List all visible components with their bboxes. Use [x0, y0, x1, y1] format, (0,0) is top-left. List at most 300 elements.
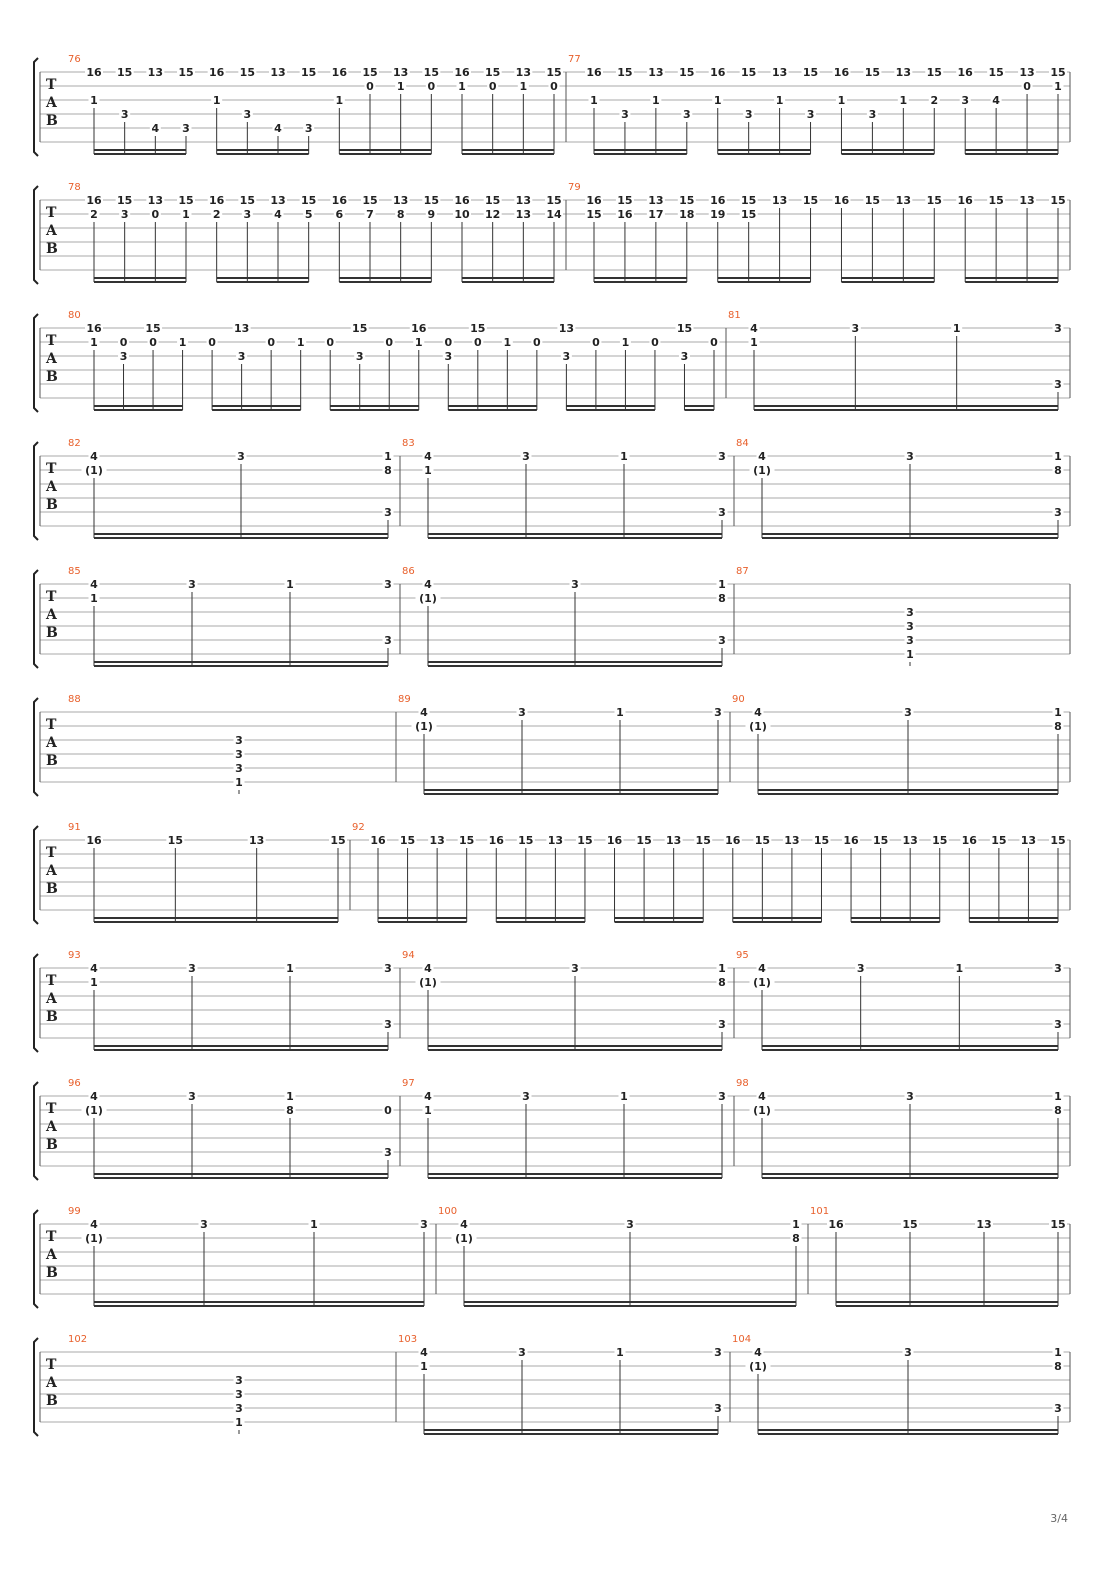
tab-clef-letter: A — [46, 1119, 57, 1135]
measure-number: 78 — [68, 182, 81, 193]
fret-number: 4 — [424, 962, 432, 975]
tab-clef-letter: B — [46, 753, 58, 769]
fret-number: 16 — [843, 834, 859, 847]
fret-number: 16 — [331, 66, 347, 79]
fret-number: 13 — [515, 194, 531, 207]
fret-number: 1 — [458, 80, 466, 93]
tab-clef-letter: T — [46, 461, 57, 477]
fret-number: (1) — [749, 1360, 767, 1373]
tab-clef-letter: T — [46, 333, 57, 349]
fret-number: 1 — [616, 1346, 624, 1359]
measure-number: 102 — [68, 1334, 88, 1345]
fret-number: 15 — [926, 66, 942, 79]
fret-number: 3 — [851, 322, 860, 335]
fret-number: 13 — [515, 66, 531, 79]
tab-clef-letter: T — [46, 717, 57, 733]
fret-number: 4 — [90, 450, 98, 463]
fret-number: 15 — [741, 66, 757, 79]
fret-number: 13 — [393, 194, 409, 207]
fret-number: 0 — [119, 336, 128, 349]
fret-number: 3 — [718, 634, 726, 647]
fret-number: 1 — [620, 1090, 628, 1103]
fret-number: 18 — [679, 208, 695, 221]
fret-number: 8 — [1054, 1360, 1062, 1373]
fret-number: 3 — [235, 1402, 243, 1415]
fret-number: 0 — [384, 1104, 392, 1117]
measure-number: 89 — [398, 694, 411, 705]
fret-number: 3 — [444, 350, 453, 363]
fret-number: 7 — [366, 208, 374, 221]
fret-number: 4 — [750, 322, 758, 335]
fret-number: 8 — [396, 208, 405, 221]
measure-number: 90 — [732, 694, 745, 705]
fret-number: 0 — [366, 80, 374, 93]
fret-number: 1 — [212, 94, 221, 107]
tab-clef-letter: T — [46, 1101, 57, 1117]
staff-system — [34, 54, 1070, 156]
fret-number: 1 — [286, 578, 294, 591]
fret-number: 3 — [120, 208, 129, 221]
fret-number: 0 — [533, 336, 541, 349]
fret-number: 16 — [961, 834, 977, 847]
fret-number: 13 — [249, 834, 265, 847]
fret-number: 6 — [335, 208, 344, 221]
tab-clef-letter: B — [46, 881, 58, 897]
fret-number: 1 — [178, 336, 187, 349]
fret-number: 3 — [235, 734, 243, 747]
fret-number: 3 — [200, 1218, 208, 1231]
tab-clef-letter: A — [46, 1247, 57, 1263]
fret-number: 16 — [617, 208, 633, 221]
fret-number: 4 — [754, 706, 762, 719]
fret-number: 15 — [1050, 834, 1066, 847]
fret-number: 16 — [710, 66, 726, 79]
fret-number: 16 — [411, 322, 427, 335]
tab-clef-letter: A — [46, 223, 57, 239]
fret-number: 15 — [485, 194, 501, 207]
fret-number: 15 — [864, 66, 881, 79]
measure-number: 100 — [438, 1206, 458, 1217]
fret-number: 1 — [620, 450, 628, 463]
measure-number: 101 — [810, 1206, 830, 1217]
fret-number: 1 — [1054, 706, 1062, 719]
fret-number: 15 — [145, 322, 161, 335]
fret-number: 3 — [1054, 378, 1062, 391]
fret-number: 15 — [117, 66, 133, 79]
fret-number: (1) — [753, 1104, 771, 1117]
tab-clef-letter: B — [46, 369, 58, 385]
fret-number: 15 — [1050, 66, 1066, 79]
fret-number: 1 — [1054, 80, 1062, 93]
fret-number: 16 — [586, 194, 602, 207]
fret-number: 0 — [488, 80, 497, 93]
fret-number: 1 — [424, 464, 432, 477]
fret-number: (1) — [85, 1232, 103, 1245]
fret-number: 15 — [546, 194, 562, 207]
fret-number: 13 — [784, 834, 800, 847]
fret-number: 0 — [550, 80, 558, 93]
staff-system — [34, 950, 1070, 1052]
fret-number: 1 — [590, 94, 598, 107]
fret-number: 8 — [1054, 464, 1062, 477]
tab-clef-letter: B — [46, 497, 58, 513]
fret-number: 3 — [235, 1374, 243, 1387]
tab-clef-letter: T — [46, 973, 57, 989]
fret-number: 15 — [178, 194, 194, 207]
fret-number: 1 — [713, 94, 722, 107]
staff-bracket — [34, 442, 38, 540]
fret-number: 4 — [754, 1346, 762, 1359]
fret-number: 16 — [86, 194, 102, 207]
staff-bracket — [34, 1210, 38, 1308]
staff-bracket — [34, 954, 38, 1052]
fret-number: 3 — [1054, 962, 1062, 975]
staff-system — [34, 438, 1070, 540]
fret-number: 3 — [1054, 506, 1062, 519]
fret-number: 16 — [828, 1218, 844, 1231]
fret-number: 2 — [212, 208, 221, 221]
fret-number: 4 — [460, 1218, 468, 1231]
fret-number: 16 — [209, 66, 225, 79]
fret-number: 3 — [906, 450, 914, 463]
measure-number: 103 — [398, 1334, 418, 1345]
fret-number: 3 — [120, 108, 129, 121]
fret-number: 16 — [209, 194, 225, 207]
fret-number: 15 — [423, 194, 439, 207]
fret-number: (1) — [455, 1232, 473, 1245]
fret-number: 16 — [86, 834, 102, 847]
staff-system — [34, 182, 1070, 284]
fret-number: 1 — [235, 1416, 243, 1429]
measure-number: 76 — [68, 54, 81, 65]
fret-number: 17 — [648, 208, 664, 221]
staff-bracket — [34, 58, 38, 156]
fret-number: 8 — [1054, 1104, 1062, 1117]
fret-number: 3 — [906, 620, 914, 633]
fret-number: 3 — [304, 122, 313, 135]
fret-number: 1 — [952, 322, 961, 335]
fret-number: 15 — [399, 834, 416, 847]
measure-number: 96 — [68, 1078, 81, 1089]
fret-number: 3 — [714, 1346, 722, 1359]
fret-number: 1 — [775, 94, 784, 107]
fret-number: 3 — [384, 578, 392, 591]
fret-number: 1 — [90, 94, 98, 107]
fret-number: 0 — [208, 336, 216, 349]
fret-number: 15 — [546, 66, 562, 79]
fret-number: 16 — [725, 834, 741, 847]
fret-number: 3 — [744, 108, 753, 121]
fret-number: 1 — [414, 336, 423, 349]
fret-number: 13 — [270, 66, 286, 79]
fret-number: 16 — [454, 194, 470, 207]
fret-number: 3 — [119, 350, 128, 363]
fret-number: 1 — [718, 578, 726, 591]
fret-number: 3 — [1054, 1018, 1062, 1031]
fret-number: 3 — [522, 1090, 530, 1103]
staff-system — [34, 1078, 1070, 1180]
fret-number: 14 — [546, 208, 562, 221]
fret-number: 3 — [680, 350, 689, 363]
fret-number: 3 — [235, 748, 243, 761]
fret-number: 1 — [296, 336, 305, 349]
fret-number: 15 — [117, 194, 133, 207]
fret-number: 3 — [906, 606, 914, 619]
measure-number: 84 — [736, 438, 749, 449]
fret-number: 4 — [90, 1218, 98, 1231]
fret-number: 0 — [444, 336, 453, 349]
fret-number: 1 — [750, 336, 758, 349]
staff-bracket — [34, 314, 38, 412]
fret-number: 4 — [992, 94, 1000, 107]
fret-number: 8 — [718, 976, 726, 989]
fret-number: 13 — [270, 194, 286, 207]
fret-number: 13 — [902, 834, 918, 847]
measure-number: 80 — [68, 310, 81, 321]
fret-number: 16 — [86, 66, 102, 79]
tab-clef-letter: T — [46, 589, 57, 605]
fret-number: 15 — [932, 834, 948, 847]
measure-number: 98 — [736, 1078, 749, 1089]
fret-number: 1 — [1054, 450, 1062, 463]
fret-number: 0 — [473, 336, 482, 349]
fret-number: 3 — [856, 962, 865, 975]
fret-number: 16 — [833, 194, 850, 207]
measure-number: 93 — [68, 950, 81, 961]
fret-number: 4 — [758, 1090, 766, 1103]
fret-number: 8 — [384, 464, 392, 477]
fret-number: 3 — [718, 450, 726, 463]
fret-number: 1 — [90, 592, 98, 605]
fret-number: 3 — [384, 1146, 392, 1159]
fret-number: 13 — [233, 322, 250, 335]
staff-system — [34, 566, 1070, 668]
fret-number: 1 — [519, 80, 528, 93]
fret-number: 1 — [1054, 1090, 1062, 1103]
tab-clef-letter: A — [46, 607, 57, 623]
tab-clef-letter: A — [46, 351, 57, 367]
fret-number: 3 — [237, 450, 245, 463]
measure-number: 91 — [68, 822, 81, 833]
fret-number: 15 — [239, 194, 255, 207]
fret-number: (1) — [415, 720, 433, 733]
fret-number: 8 — [718, 592, 726, 605]
fret-number: 15 — [754, 834, 771, 847]
fret-number: 1 — [384, 450, 392, 463]
fret-number: 16 — [86, 322, 102, 335]
tab-clef-letter: B — [46, 113, 58, 129]
fret-number: 15 — [301, 194, 317, 207]
fret-number: 15 — [741, 208, 757, 221]
fret-number: 1 — [420, 1360, 428, 1373]
fret-number: 16 — [957, 194, 973, 207]
fret-number: 3 — [522, 450, 530, 463]
fret-number: (1) — [753, 976, 771, 989]
fret-number: 15 — [1050, 194, 1066, 207]
fret-number: 3 — [714, 1402, 722, 1415]
tab-clef-letter: B — [46, 1137, 58, 1153]
measure-number: 92 — [352, 822, 365, 833]
fret-number: 0 — [651, 336, 659, 349]
fret-number: 3 — [420, 1218, 428, 1231]
fret-number: 3 — [626, 1218, 634, 1231]
fret-number: 3 — [518, 706, 526, 719]
staff-system — [34, 310, 1070, 412]
fret-number: 3 — [1054, 322, 1062, 335]
fret-number: 15 — [636, 834, 652, 847]
fret-number: 15 — [802, 194, 819, 207]
measure-number: 94 — [402, 950, 415, 961]
fret-number: 15 — [1050, 1218, 1066, 1231]
fret-number: 3 — [806, 108, 815, 121]
fret-number: 13 — [895, 66, 911, 79]
fret-number: 3 — [384, 506, 392, 519]
fret-number: 0 — [149, 336, 157, 349]
tab-clef-letter: T — [46, 1229, 57, 1245]
fret-number: 4 — [420, 1346, 428, 1359]
fret-number: (1) — [749, 720, 767, 733]
tab-clef-letter: A — [46, 95, 57, 111]
staff-bracket — [34, 570, 38, 668]
tab-clef-letter: B — [46, 625, 58, 641]
measure-number: 82 — [68, 438, 81, 449]
fret-number: 15 — [991, 834, 1007, 847]
measure-number: 83 — [402, 438, 415, 449]
fret-number: 0 — [710, 336, 718, 349]
fret-number: 13 — [1019, 66, 1035, 79]
fret-number: 16 — [331, 194, 347, 207]
fret-number: 16 — [454, 66, 470, 79]
fret-number: 12 — [485, 208, 501, 221]
fret-number: 3 — [682, 108, 691, 121]
measure-number: 87 — [736, 566, 749, 577]
fret-number: 15 — [617, 66, 633, 79]
fret-number: 3 — [571, 962, 579, 975]
fret-number: 1 — [616, 706, 624, 719]
fret-number: 15 — [362, 194, 378, 207]
fret-number: 13 — [393, 66, 409, 79]
fret-number: 16 — [370, 834, 386, 847]
fret-number: 2 — [90, 208, 98, 221]
fret-number: 3 — [188, 962, 196, 975]
fret-number: 15 — [988, 66, 1004, 79]
fret-number: 13 — [648, 66, 664, 79]
fret-number: 3 — [188, 1090, 196, 1103]
fret-number: 1 — [503, 336, 512, 349]
measure-number: 99 — [68, 1206, 81, 1217]
fret-number: 16 — [957, 66, 973, 79]
fret-number: 9 — [427, 208, 436, 221]
fret-number: 10 — [454, 208, 470, 221]
measure-number: 97 — [402, 1078, 415, 1089]
tab-clef-letter: T — [46, 1357, 57, 1373]
tab-clef-letter: T — [46, 77, 57, 93]
fret-number: 1 — [621, 336, 630, 349]
fret-number: 3 — [562, 350, 571, 363]
fret-number: 8 — [792, 1232, 800, 1245]
fret-number: 15 — [679, 66, 695, 79]
fret-number: 15 — [741, 194, 757, 207]
fret-number: 3 — [906, 1090, 914, 1103]
fret-number: 15 — [352, 322, 368, 335]
tab-clef-letter: T — [46, 205, 57, 221]
fret-number: 3 — [1054, 1402, 1062, 1415]
fret-number: (1) — [419, 976, 437, 989]
fret-number: 15 — [518, 834, 534, 847]
fret-number: 4 — [274, 208, 282, 221]
fret-number: 3 — [235, 762, 243, 775]
measure-number: 104 — [732, 1334, 752, 1345]
fret-number: 3 — [355, 350, 364, 363]
fret-number: 15 — [802, 66, 819, 79]
fret-number: 1 — [955, 962, 964, 975]
fret-number: 15 — [679, 194, 695, 207]
staff-bracket — [34, 1082, 38, 1180]
fret-number: 3 — [384, 634, 392, 647]
fret-number: (1) — [419, 592, 437, 605]
fret-number: 0 — [267, 336, 275, 349]
fret-number: 1 — [335, 94, 344, 107]
fret-number: 0 — [592, 336, 600, 349]
tab-clef-letter: T — [46, 845, 57, 861]
fret-number: 4 — [758, 962, 766, 975]
fret-number: 13 — [147, 66, 163, 79]
fret-number: 1 — [90, 336, 98, 349]
fret-number: 3 — [243, 208, 252, 221]
fret-number: 3 — [237, 350, 246, 363]
staff-system — [34, 694, 1070, 796]
fret-number: 4 — [90, 578, 98, 591]
measure-number: 77 — [568, 54, 581, 65]
fret-number: 0 — [427, 80, 436, 93]
tab-clef-letter: B — [46, 1265, 58, 1281]
fret-number: 0 — [385, 336, 394, 349]
fret-number: 3 — [243, 108, 252, 121]
fret-number: 19 — [710, 208, 726, 221]
measure-number: 85 — [68, 566, 81, 577]
fret-number: 13 — [558, 322, 575, 335]
fret-number: 3 — [868, 108, 877, 121]
fret-number: 15 — [872, 834, 889, 847]
fret-number: 4 — [90, 962, 98, 975]
fret-number: 1 — [182, 208, 190, 221]
fret-number: 13 — [648, 194, 664, 207]
fret-number: 15 — [577, 834, 593, 847]
fret-number: 15 — [813, 834, 830, 847]
fret-number: 3 — [188, 578, 196, 591]
fret-number: 3 — [518, 1346, 526, 1359]
measure-number: 88 — [68, 694, 81, 705]
fret-number: 4 — [420, 706, 428, 719]
fret-number: 1 — [652, 94, 660, 107]
fret-number: 5 — [304, 208, 313, 221]
fret-number: (1) — [753, 464, 771, 477]
fret-number: 13 — [515, 208, 531, 221]
staff-bracket — [34, 826, 38, 924]
staff-system — [34, 1334, 1070, 1436]
fret-number: 15 — [423, 66, 439, 79]
tab-clef-letter: A — [46, 991, 57, 1007]
fret-number: 1 — [235, 776, 243, 789]
staff-system — [34, 1206, 1070, 1308]
fret-number: 1 — [424, 1104, 432, 1117]
fret-number: 4 — [274, 122, 282, 135]
fret-number: 1 — [837, 94, 846, 107]
tab-clef-letter: B — [46, 241, 58, 257]
fret-number: 3 — [718, 1090, 726, 1103]
fret-number: 0 — [326, 336, 335, 349]
staff-bracket — [34, 698, 38, 796]
